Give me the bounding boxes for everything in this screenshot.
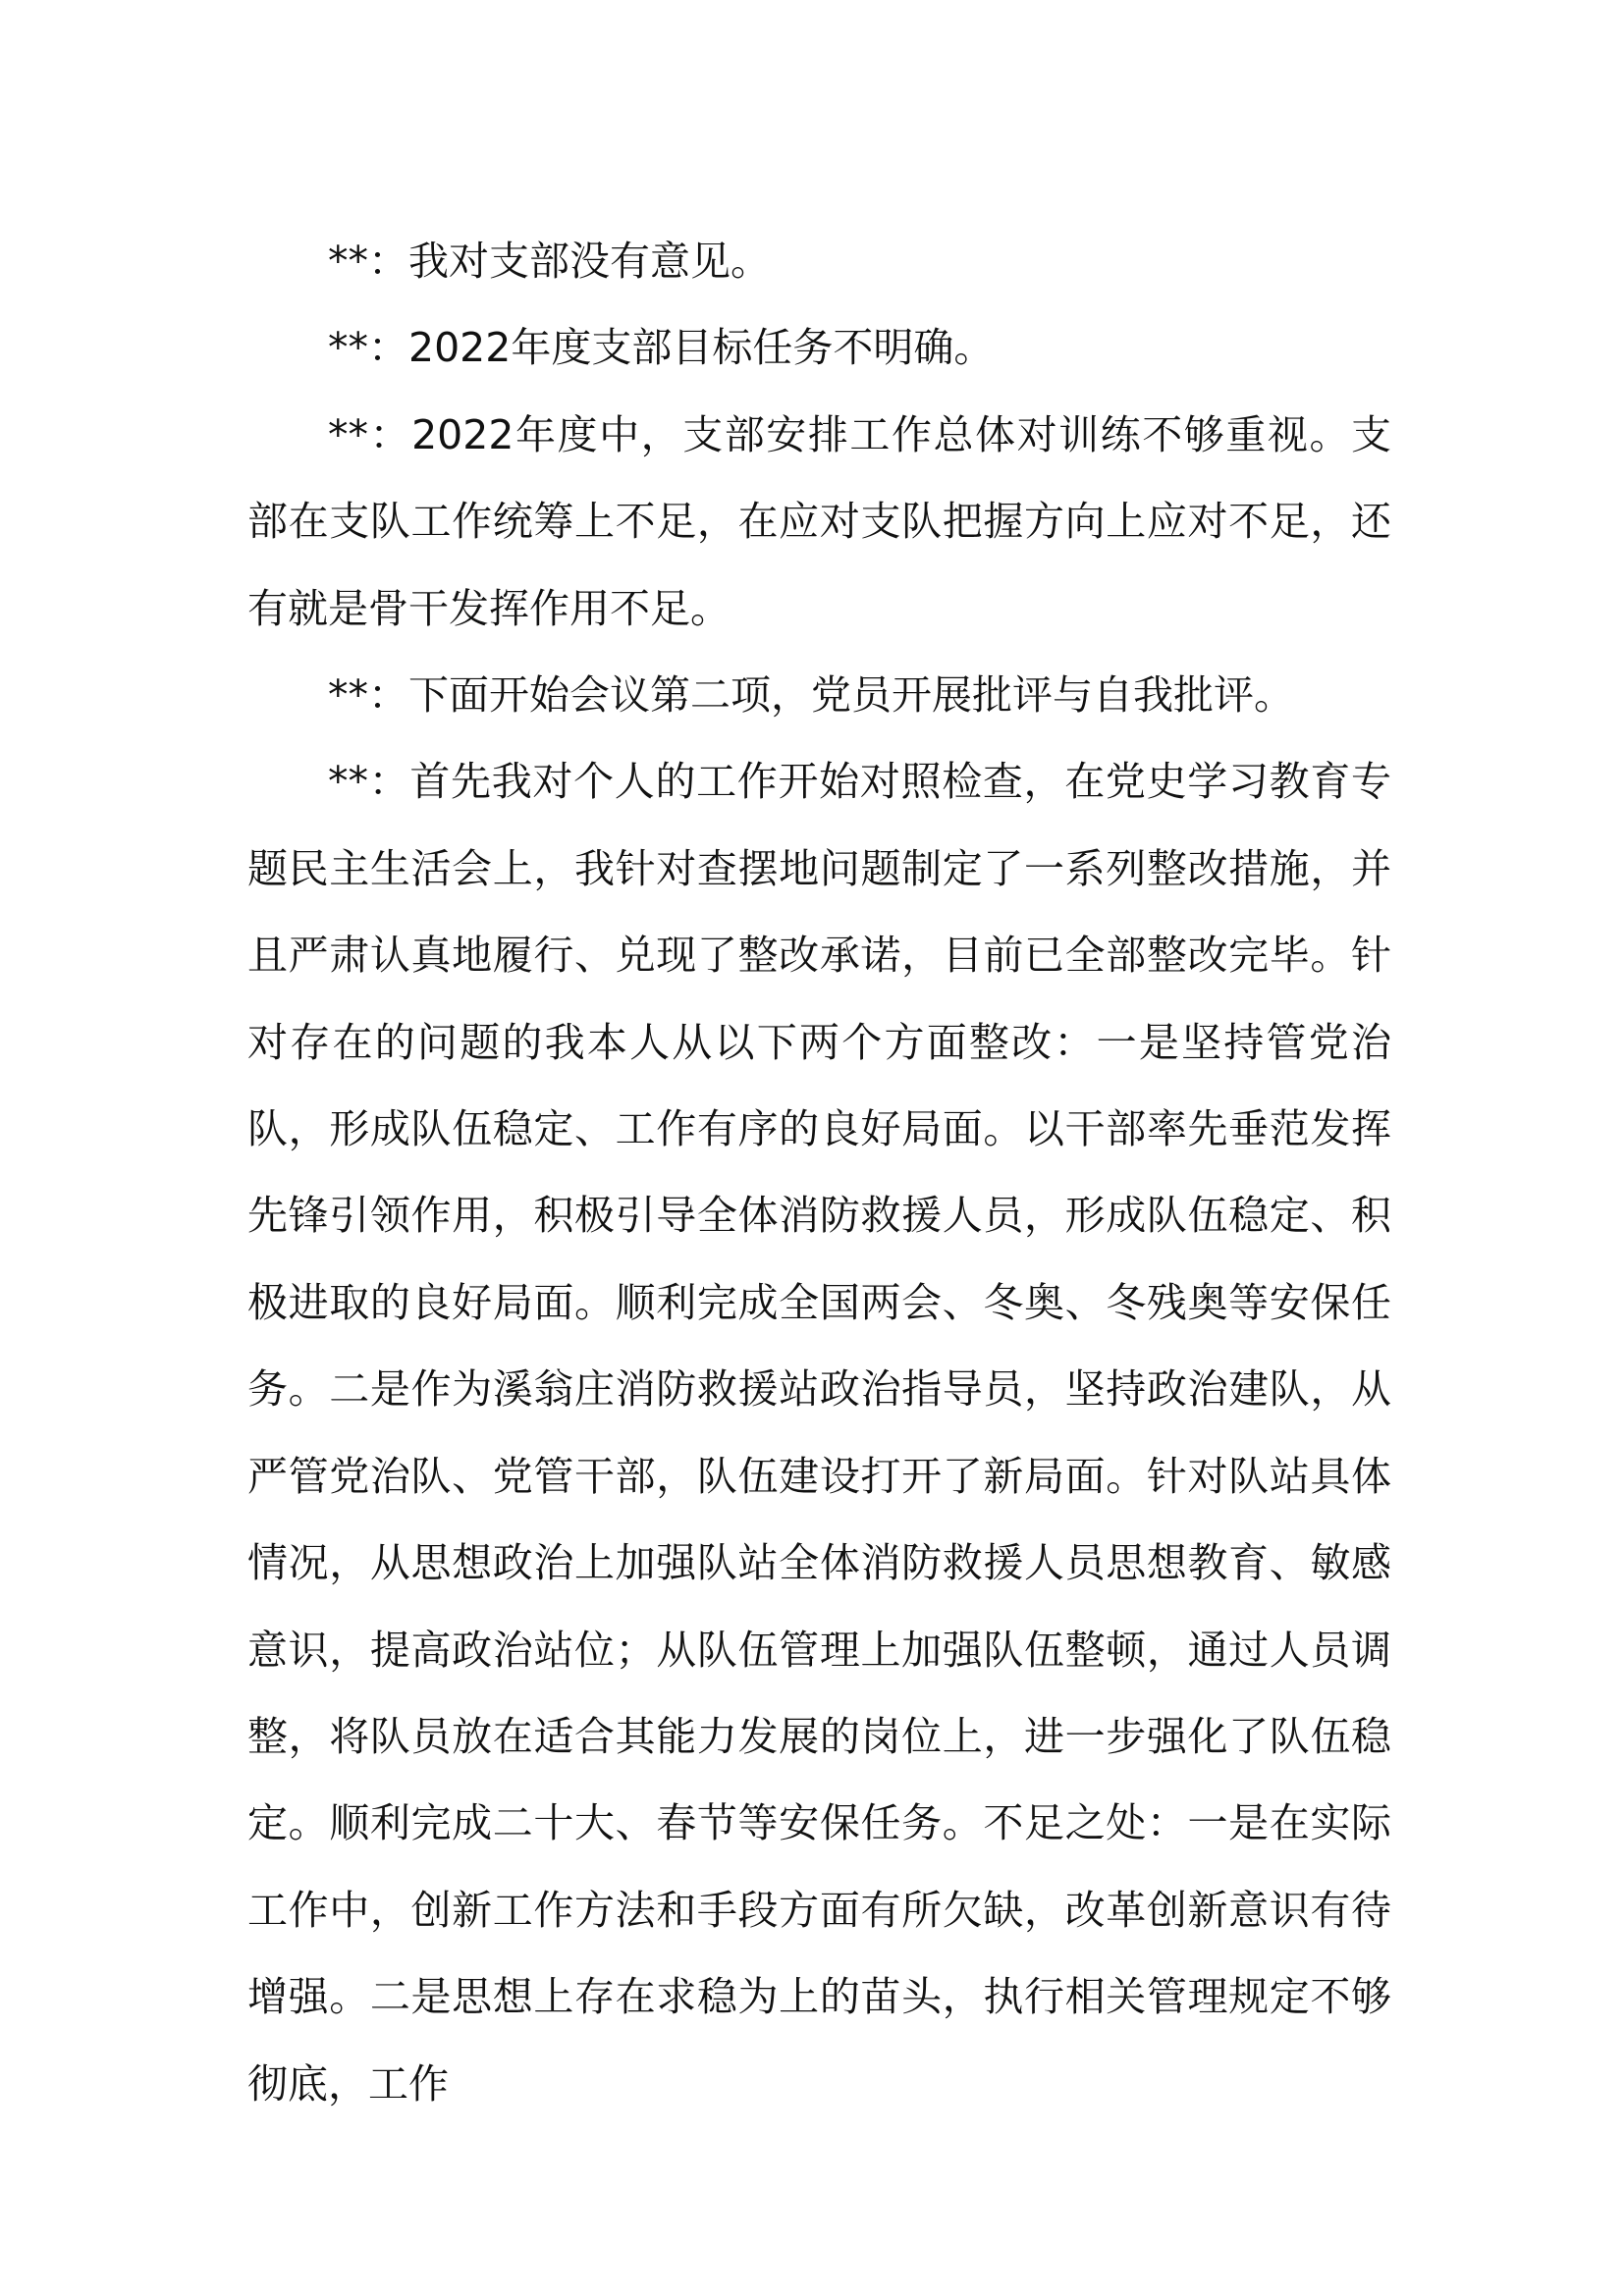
paragraph-no-opinion: **：我对支部没有意见。 bbox=[328, 238, 771, 285]
paragraph-agenda-item-two: **：下面开始会议第二项，党员开展批评与自我批评。 bbox=[328, 671, 1294, 720]
document-body bbox=[247, 218, 1391, 2127]
paragraph-unclear-targets: **：2022年度支部目标任务不明确。 bbox=[328, 324, 995, 372]
paragraph-self-examination: **：首先我对个人的工作开始对照检查，在党史学习教育专题民主生活会上，我针对查摆地问题制定了一系列整改措施，并且严肃认真地履行、兑现了整改承诺，目前已全部整改完毕。针对存在的问题的我本人从以下两个方面整改：一是坚持管党治队，形成队伍稳定、工作有序的良好局面。以干部率先垂范发挥先锋引领作用，积极引导全体消防救援人员，形成队伍稳定、积极进取的良好局面。顺利完成全国两会、冬奥、冬残奥等安保任务。二是作为溪翁庄消防救援站政治指导员，坚持政治建队，从严管党治队、党管干部，队伍建设打开了新局面。针对队站具体情况，从思想政治上加强队站全体消防救援人员思想教育、敏感意识，提高政治站位；从队伍管理上加强队伍整顿，通过人员调整，将队员放在适合其能力发展的岗位上，进一步强化了队伍稳定。顺利完成二十大、春节等安保任务。不足之处：一是在实际工作中，创新工作方法和手段方面有所欠缺，改革创新意识有待增强。二是思想上存在求稳为上的苗头，执行相关管理规定不够彻底，工作 bbox=[247, 758, 1391, 2108]
paragraph-training-neglect: **：2022年度中，支部安排工作总体对训练不够重视。支部在支队工作统筹上不足，在应对支队把握方向上应对不足，还有就是骨干发挥作用不足。 bbox=[247, 410, 1391, 632]
